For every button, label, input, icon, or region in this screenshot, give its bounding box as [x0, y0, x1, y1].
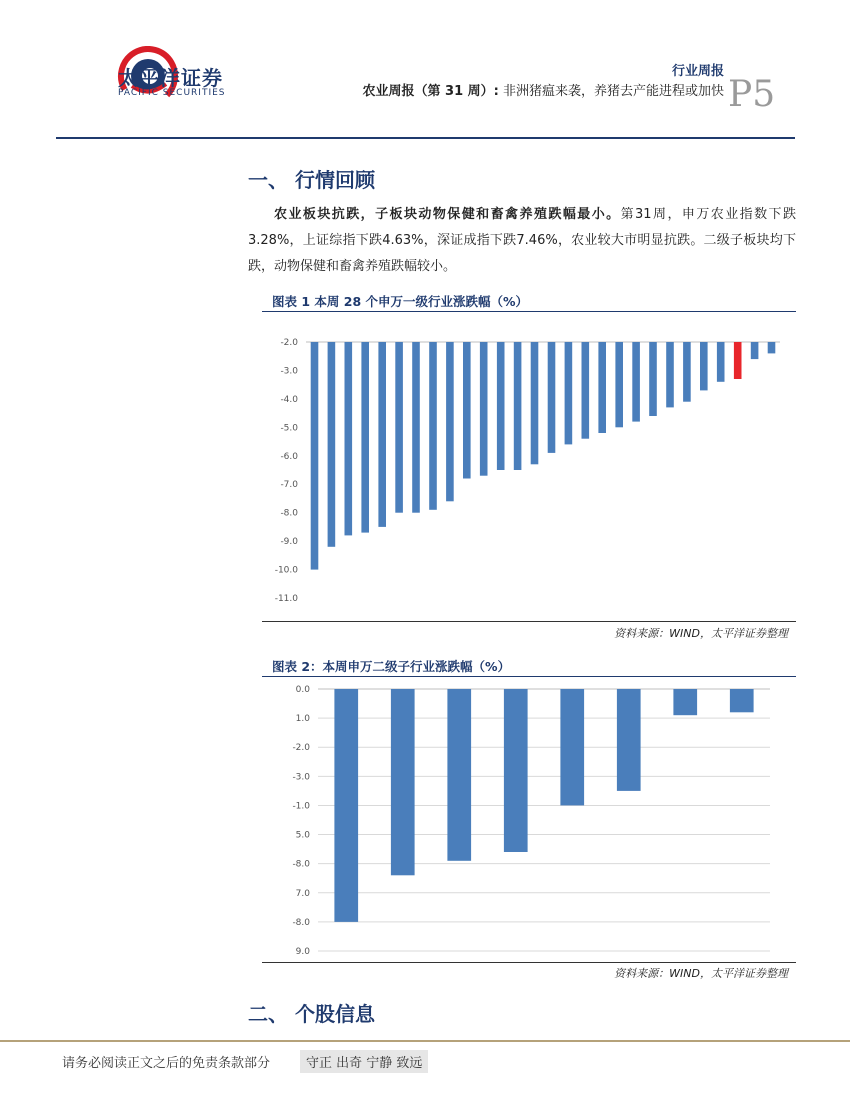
bar — [649, 342, 657, 416]
review-paragraph-rest: 第31周，申万农业指数下跌3.28%，上证综指下跌4.63%，深证成指下跌7.46%，农业较大市明显抗跌。二级子板块均下跌，动物保健和畜禽养殖跌幅较小。 — [248, 207, 796, 274]
bar — [504, 689, 528, 852]
bar — [582, 342, 590, 439]
y-tick-label: 0.0 — [295, 685, 310, 695]
figure2-bottom-rule — [262, 962, 796, 963]
report-title-bold: 农业周报（第 31 周）: — [362, 84, 499, 99]
report-type: 行业周报 — [671, 64, 724, 79]
y-tick-label: -8.0 — [292, 917, 310, 928]
report-title — [363, 80, 724, 99]
y-tick-label: -4.0 — [280, 394, 298, 405]
page-number: P5 — [728, 74, 776, 115]
y-tick-label: -8.0 — [280, 508, 298, 519]
bar — [565, 342, 573, 444]
bar — [412, 342, 420, 513]
y-tick-label: -7.0 — [280, 480, 298, 491]
y-tick-label: 9.0 — [295, 947, 310, 957]
figure1-chart — [262, 312, 796, 620]
bar — [391, 689, 415, 875]
bar — [311, 342, 319, 570]
logo-text-cn: 太平洋证券 — [118, 66, 223, 90]
y-tick-label: -8.0 — [292, 859, 310, 870]
y-tick-label: 5.0 — [295, 830, 310, 841]
figure2-source: 资料来源：WIND，太平洋证券整理 — [614, 967, 788, 980]
bar — [361, 342, 369, 533]
y-tick-label: 1.0 — [295, 714, 310, 725]
bar — [378, 342, 386, 527]
footer-disclaimer: 请务必阅读正文之后的免责条款部分 — [62, 1056, 271, 1071]
bar — [632, 342, 640, 422]
footer-motto: 守正 出奇 宁静 致远 — [300, 1050, 428, 1073]
y-tick-label: -9.0 — [280, 537, 298, 548]
logo-text-en: PACIFIC SECURITIES — [118, 88, 226, 98]
bar — [334, 689, 358, 922]
bar — [717, 342, 725, 382]
y-tick-label: -1.0 — [292, 801, 310, 812]
review-paragraph — [248, 202, 796, 280]
bar — [328, 342, 336, 547]
bar — [730, 689, 754, 712]
bar — [560, 689, 584, 805]
figure1-bottom-rule — [262, 621, 796, 622]
bar — [683, 342, 691, 402]
section-heading-review: 一、 行情回顾 — [248, 168, 375, 192]
figure1-source: 资料来源：WIND，太平洋证券整理 — [614, 627, 788, 640]
section-heading-stocks: 二、 个股信息 — [248, 1002, 375, 1026]
bar — [751, 342, 759, 359]
figure2-chart — [262, 677, 796, 961]
bar — [700, 342, 708, 390]
y-tick-label: -11.0 — [274, 594, 298, 604]
bar — [497, 342, 505, 470]
footer-rule — [0, 1040, 850, 1042]
y-tick-label: -10.0 — [274, 565, 298, 576]
bar — [345, 342, 353, 535]
y-tick-label: 7.0 — [295, 888, 310, 899]
bar — [480, 342, 488, 476]
figure2-title: 图表 2：本周申万二级子行业涨跌幅（%） — [272, 659, 511, 674]
bar — [768, 342, 776, 353]
bar — [617, 689, 641, 791]
bar — [666, 342, 674, 407]
y-tick-label: -2.0 — [280, 338, 298, 348]
bar — [615, 342, 623, 427]
bar — [548, 342, 556, 453]
bar — [598, 342, 606, 433]
bar — [463, 342, 471, 479]
bar — [395, 342, 403, 513]
bar — [514, 342, 522, 470]
bar — [673, 689, 697, 715]
bar — [429, 342, 437, 510]
bar — [447, 689, 471, 861]
y-tick-label: -5.0 — [280, 423, 298, 434]
bar — [446, 342, 454, 501]
header-rule — [56, 137, 795, 139]
figure1-title: 图表 1 本周 28 个申万一级行业涨跌幅（%） — [272, 294, 529, 309]
y-tick-label: -2.0 — [292, 743, 310, 754]
report-title-rest: 非洲猪瘟来袭，养猪去产能进程或加快 — [498, 84, 724, 99]
y-tick-label: -3.0 — [292, 772, 310, 783]
bar — [734, 342, 742, 379]
y-tick-label: -3.0 — [280, 366, 298, 377]
bar — [531, 342, 539, 464]
y-tick-label: -6.0 — [280, 451, 298, 462]
review-paragraph-bold: 农业板块抗跌，子板块动物保健和畜禽养殖跌幅最小。 — [274, 207, 621, 222]
